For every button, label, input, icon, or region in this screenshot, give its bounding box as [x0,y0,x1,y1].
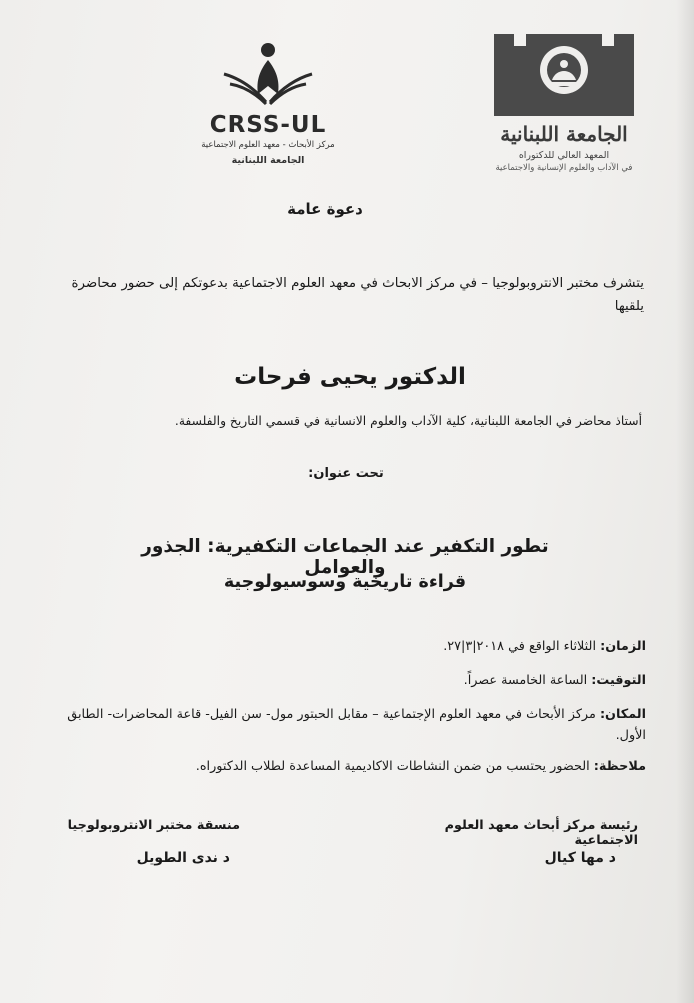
lebanese-university-logo [486,28,642,178]
crss-logo-subtitle: مركز الأبحاث - معهد العلوم الاجتماعية [201,140,335,150]
note-label: ملاحظة: [593,759,646,774]
crss-emblem-icon [220,40,316,110]
place-value: مركز الأبحاث في معهد العلوم الإجتماعية – مقابل الحبتور مول- سن الفيل- قاعة المحاضرات- الطابق الأول. [67,707,646,743]
place-label: المكان: [599,707,646,722]
speaker-description: أستاذ محاضر في الجامعة اللبنانية، كلية الآداب والعلوم الانسانية في قسمي التاريخ والفلسفة. [174,414,642,428]
detail-date [46,636,646,657]
signature-left-name: د ندى الطويل [136,850,230,866]
crss-logo-university: الجامعة اللبنانية [231,155,305,166]
crss-logo-name: CRSS-UL [209,112,327,138]
signature-right-title: رئيسة مركز أبحاث معهد العلوم الاجتماعية [444,818,638,848]
date-label: الزمان: [600,639,646,654]
time-label: التوقيت: [591,673,646,688]
lu-emblem-icon [486,28,642,120]
date-value: الثلاثاء الواقع في ٢٠١٨|٣|٢٧. [443,639,596,654]
signature-right-name: د مها كيال [544,850,616,866]
detail-time [46,670,646,691]
intro-paragraph: يتشرف مختبر الانتروبولوجيا – في مركز الابحاث في معهد العلوم الاجتماعية بدعوتكم إلى حضور محاضرة يلقيها [71,276,644,314]
time-value: الساعة الخامسة عصراً. [463,673,588,688]
note-value: الحضور يحتسب من ضمن النشاطات الاكاديمية المساعدة لطلاب الدكتوراه. [195,759,590,774]
signature-left-title: منسقة مختبر الانتروبولوجيا [67,818,240,833]
under-title-label: تحت عنوان: [308,466,384,481]
lecture-title-line-1: تطور التكفير عند الجماعات التكفيرية: الجذور والعوامل [141,536,549,578]
lu-logo-name: الجامعة اللبنانية [500,122,628,146]
crss-ul-logo [196,40,340,170]
lu-logo-subtitle-1: المعهد العالي للدكتوراه [518,150,610,161]
invitation-heading: دعوة عامة [287,200,363,218]
lu-logo-subtitle-2: في الآداب والعلوم الإنسانية والاجتماعية [495,163,633,173]
detail-place [46,704,646,746]
speaker-name: الدكتور يحيى فرحات [234,364,466,390]
lecture-title-line-2: قراءة تاريخية وسوسيولوجية [223,572,467,592]
detail-note [46,756,646,777]
